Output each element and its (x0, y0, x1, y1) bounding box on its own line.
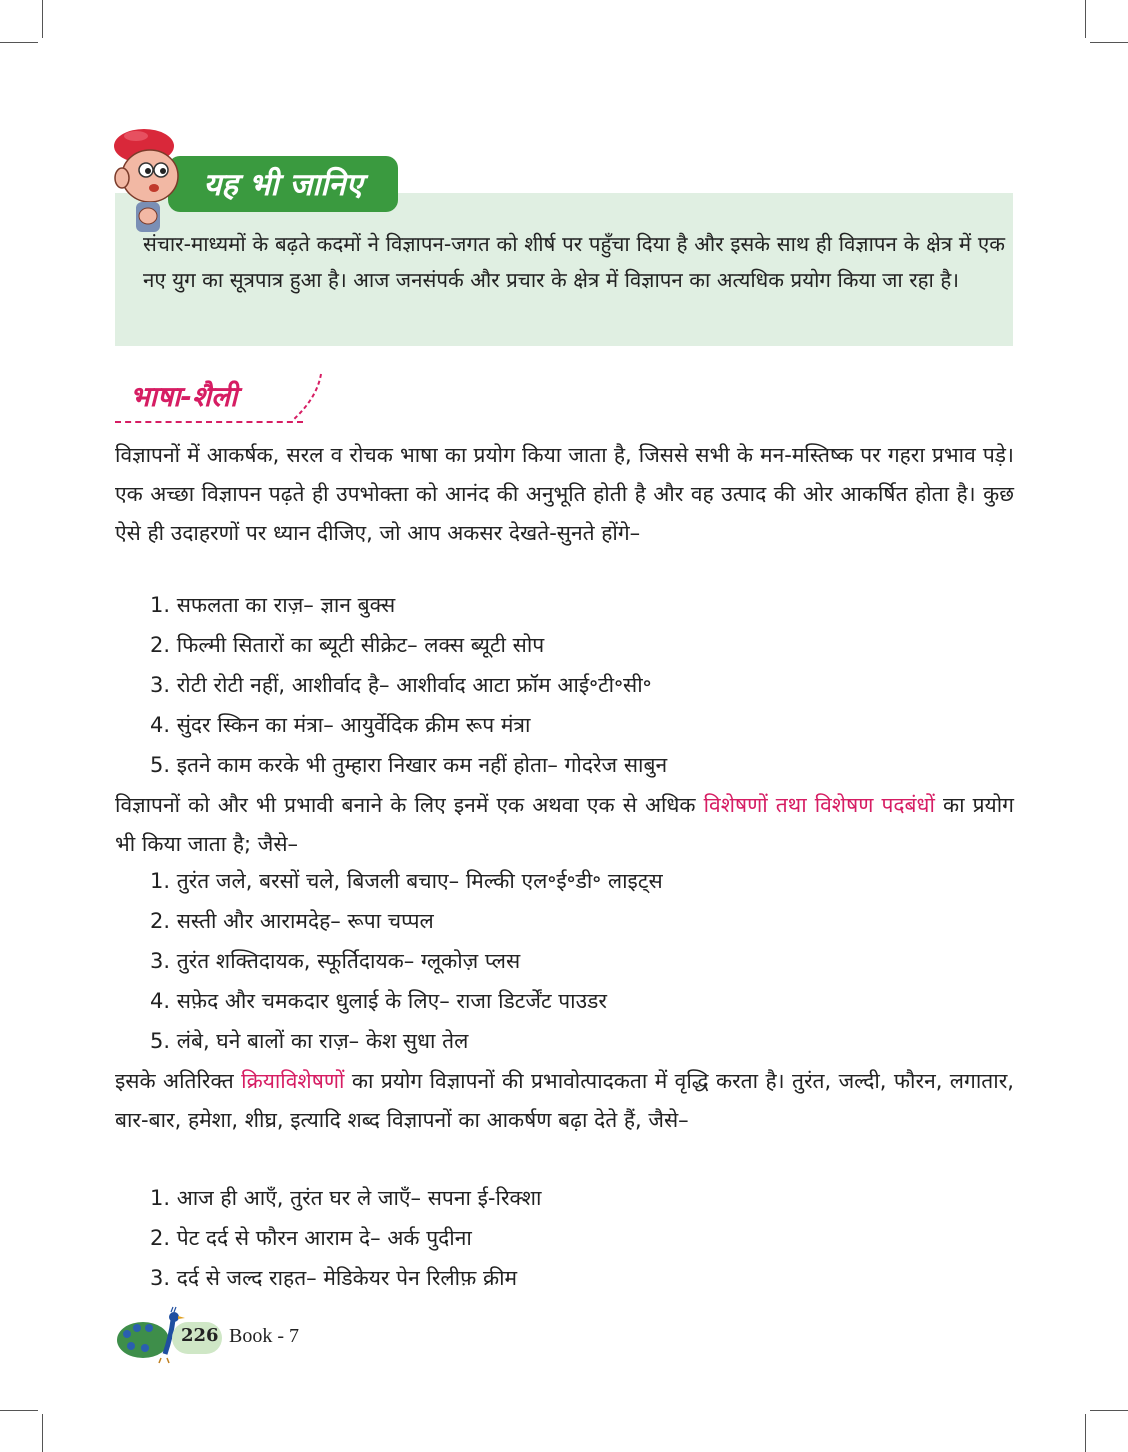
list-item: 2. फिल्मी सितारों का ब्यूटी सीक्रेट– लक्स ब्यूटी सोप (150, 633, 545, 657)
list-item: 1. आज ही आएँ, तुरंत घर ले जाएँ– सपना ई-रिक्शा (150, 1186, 542, 1210)
crop-mark (42, 0, 43, 38)
mascot-icon (106, 124, 188, 234)
know-also-title-tab (168, 156, 398, 212)
page-number: 226 (181, 1325, 219, 1346)
list-item: 1. सफलता का राज़– ज्ञान बुक्स (150, 593, 396, 617)
highlighted-term: विशेषणों तथा विशेषण पदबंधों (703, 793, 935, 817)
examples-list-1 (150, 585, 667, 785)
paragraph-text: इसके अतिरिक्त (115, 1069, 242, 1093)
examples-list-2 (150, 861, 663, 1061)
section-heading-slash (287, 372, 327, 424)
know-also-title: यह भी जानिए (203, 167, 363, 203)
intro-paragraph: विज्ञापनों में आकर्षक, सरल व रोचक भाषा का प्रयोग किया जाता है, जिससे सभी के मन-मस्तिष्क पर गहरा प्रभाव पड़े। एक अच्छा विज्ञापन पढ़ते ही उपभोक्ता को आनंद की अनुभूति होती है और वह उत्पाद की ओर आकर्षित होता है। कुछ ऐसे ही उदाहरणों पर ध्यान दीजिए, जो आप अकसर देखते-सुनते होंगे– (115, 443, 1014, 545)
list-item: 4. सुंदर स्किन का मंत्रा– आयुर्वेदिक क्रीम रूप मंत्रा (150, 713, 531, 737)
list-item: 3. रोटी रोटी नहीं, आशीर्वाद है– आशीर्वाद आटा फ्रॉम आई॰टी॰सी॰ (150, 673, 652, 697)
highlighted-term: क्रियाविशेषणों (241, 1069, 345, 1093)
list-item: 5. लंबे, घने बालों का राज़– केश सुधा तेल (150, 1029, 469, 1053)
crop-mark (1085, 1414, 1086, 1452)
list-item: 3. दर्द से जल्द राहत– मेडिकेयर पेन रिलीफ़ क्रीम (150, 1266, 518, 1290)
list-item: 3. तुरंत शक्तिदायक, स्फूर्तिदायक– ग्लूकोज़ प्लस (150, 949, 521, 973)
paragraph-text: विज्ञापनों को और भी प्रभावी बनाने के लिए इनमें एक अथवा एक से अधिक (115, 793, 704, 817)
examples-list-3 (150, 1178, 542, 1298)
paragraph-text: का प्रयोग विज्ञापनों की प्रभावोत्पादकता में वृद्धि करता है। तुरंत, जल्दी, फौरन, लगातार, बार-बार, हमेशा, शीघ्र, इत्यादि शब्द विज्ञापनों का आकर्षण बढ़ा देते हैं, जैसे– (115, 1069, 1014, 1132)
list-item: 2. पेट दर्द से फौरन आराम दे– अर्क पुदीना (150, 1226, 472, 1250)
list-item: 4. सफ़ेद और चमकदार धुलाई के लिए– राजा डिटर्जेंट पाउडर (150, 989, 607, 1013)
crop-mark (1090, 42, 1128, 43)
adverbs-paragraph (115, 1062, 1014, 1140)
list-item: 1. तुरंत जले, बरसों चले, बिजली बचाए– मिल्की एल॰ई॰डी॰ लाइट्स (150, 869, 663, 893)
book-label: Book - 7 (229, 1325, 299, 1347)
section-heading: भाषा-शैली (130, 380, 238, 413)
crop-mark (42, 1414, 43, 1452)
list-item: 5. इतने काम करके भी तुम्हारा निखार कम नहीं होता– गोदरेज साबुन (150, 753, 668, 777)
know-also-text: संचार-माध्यमों के बढ़ते कदमों ने विज्ञापन-जगत को शीर्ष पर पहुँचा दिया है और इसके साथ ही विज्ञापन के क्षेत्र में एक नए युग का सूत्रपात्र हुआ है। आज जनसंपर्क और प्रचार के क्षेत्र में विज्ञापन का अत्यधिक प्रयोग किया जा रहा है। (143, 232, 1005, 292)
crop-mark (1085, 0, 1086, 38)
crop-mark (0, 42, 38, 43)
crop-mark (1090, 1410, 1128, 1411)
list-item: 2. सस्ती और आरामदेह– रूपा चप्पल (150, 909, 434, 933)
paragraph-text: का प्रयोग भी किया जाता है; जैसे– (115, 793, 1015, 856)
crop-mark (0, 1410, 38, 1411)
adjectives-paragraph (115, 786, 1014, 864)
section-heading-underline (115, 421, 303, 423)
